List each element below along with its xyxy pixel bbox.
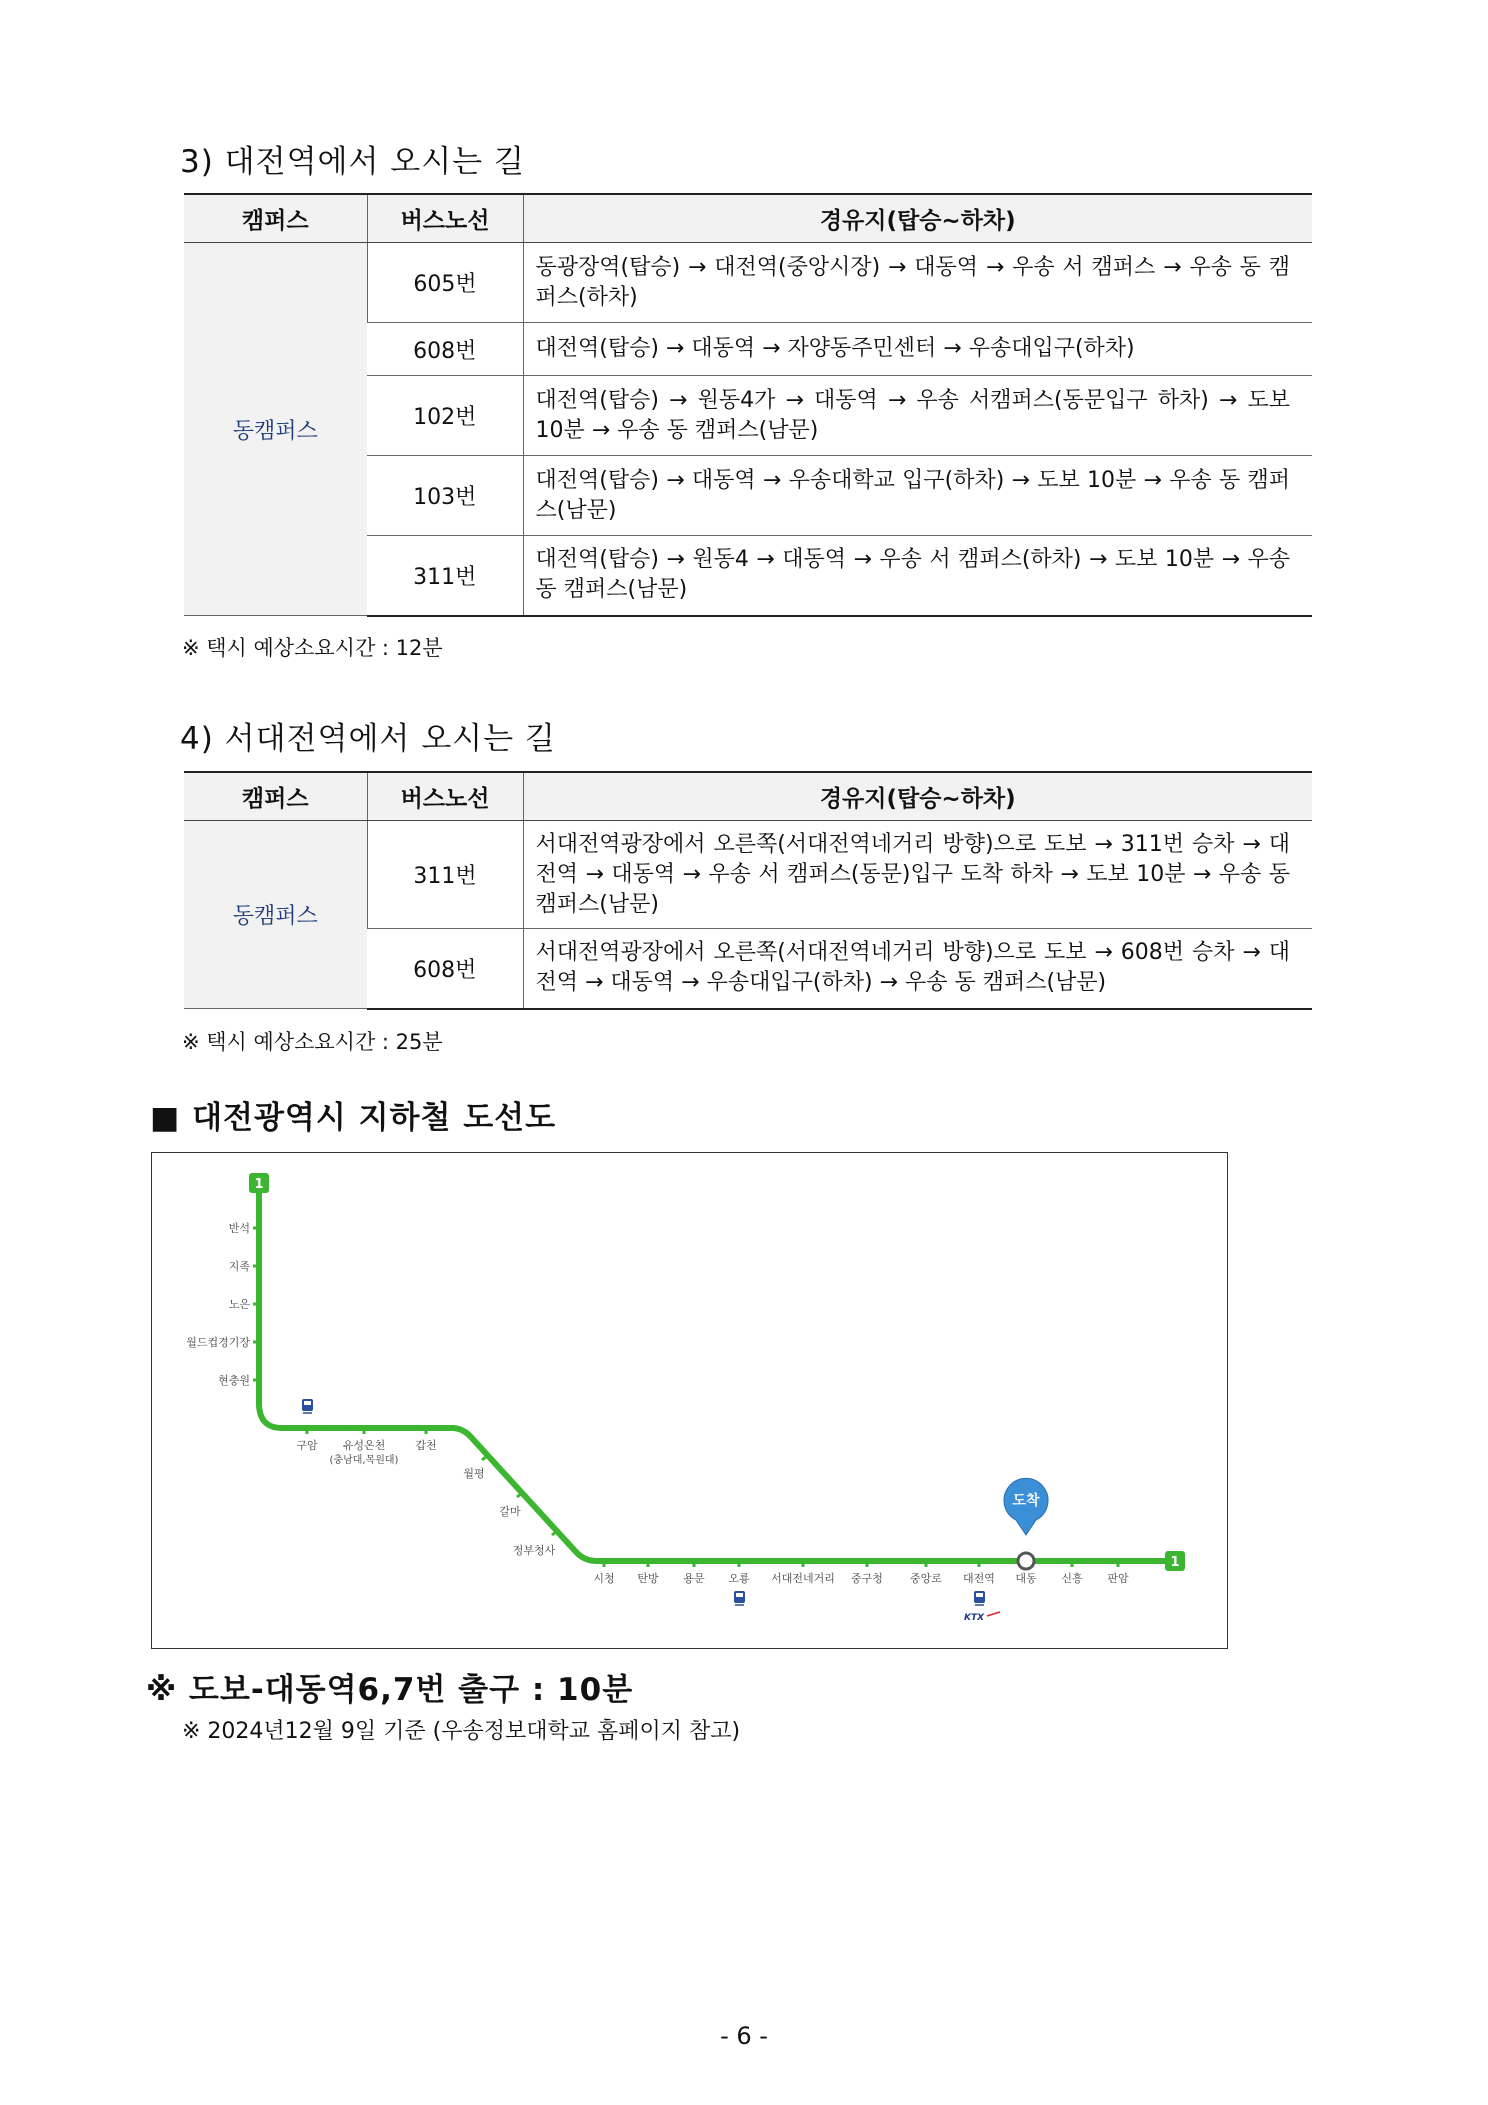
bus-number: 608번 [367,929,523,1009]
bus-number: 608번 [367,323,523,376]
section3-title: 3) 대전역에서 오시는 길 [180,144,525,180]
section3-taxi-note: ※ 택시 예상소요시간 : 12분 [182,636,443,660]
train-icon [302,1399,313,1413]
table-header-row [184,194,1312,243]
route-text: 동광장역(탑승) → 대전역(중앙시장) → 대동역 → 우송 서 캠퍼스 → 우송 동 캠퍼스(하차) [523,243,1312,323]
station-label: 오룡 [728,1572,750,1585]
arrival-station-marker [1018,1553,1034,1569]
route-text: 대전역(탑승) → 원동4 → 대동역 → 우송 서 캠퍼스(하차) → 도보 10분 → 우송 동 캠퍼스(남문) [523,536,1312,616]
station-label: 노은 [228,1298,250,1311]
header-route: 경유지(탑승~하차) [523,194,1312,243]
train-icon [734,1591,745,1605]
station-label: 중앙로 [910,1572,942,1585]
station-label: 현충원 [218,1374,250,1387]
station-label: 지족 [228,1260,250,1273]
header-bus: 버스노선 [367,772,523,821]
bus-number: 102번 [367,376,523,456]
station-label: 갑천 [415,1439,437,1452]
header-bus: 버스노선 [367,194,523,243]
campus-cell: 동캠퍼스 [184,821,367,1009]
station-label: 대동 [1015,1572,1037,1585]
station-label: 월드컵경기장 [186,1336,250,1349]
route-text: 대전역(탑승) → 대동역 → 자양동주민센터 → 우송대입구(하차) [523,323,1312,376]
page-number: - 6 - [720,2022,768,2050]
table-row [184,243,1312,323]
table-header-row [184,772,1312,821]
station-label: 용문 [683,1572,705,1585]
station-label: 서대전네거리 [771,1572,835,1585]
stations-diagonal [463,1456,557,1557]
station-label: 시청 [593,1572,615,1585]
station-label: 중구청 [851,1572,883,1585]
station-label: 유성온천 [342,1439,386,1452]
line-1-label-end: 1 [1170,1555,1180,1570]
reference-note: ※ 2024년12월 9일 기준 (우송정보대학교 홈페이지 참고) [182,1719,741,1744]
arrival-pin-icon [1004,1478,1048,1535]
subway-map-svg [152,1153,1227,1648]
header-campus: 캠퍼스 [184,194,367,243]
table-row [184,821,1312,929]
station-label: 월평 [463,1467,485,1480]
ktx-logo [964,1612,1000,1623]
header-route: 경유지(탑승~하차) [523,772,1312,821]
station-label: 대전역 [963,1572,995,1585]
line-1-label-start: 1 [254,1177,264,1192]
route-text: 대전역(탑승) → 원동4가 → 대동역 → 우송 서캠퍼스(동문입구 하차) → 도보 10분 → 우송 동 캠퍼스(남문) [523,376,1312,456]
ktx-label: KTX [963,1613,985,1623]
stations-top [296,1428,436,1466]
subway-map [151,1152,1228,1649]
header-campus: 캠퍼스 [184,772,367,821]
section4-taxi-note: ※ 택시 예상소요시간 : 25분 [182,1030,443,1054]
stations-vertical [186,1221,259,1387]
subway-title: ■ 대전광역시 지하철 도선도 [150,1100,557,1136]
bus-number: 103번 [367,456,523,536]
section4-title: 4) 서대전역에서 오시는 길 [180,721,556,757]
station-label: 갈마 [499,1505,521,1518]
station-sublabel: (충남대,목원대) [329,1455,399,1466]
station-label: 탄방 [637,1572,659,1585]
arrival-label: 도착 [1012,1493,1040,1509]
station-label: 반석 [228,1222,250,1235]
bus-number: 311번 [367,536,523,616]
stations-bottom [593,1561,1129,1585]
route-text: 서대전역광장에서 오른쪽(서대전역네거리 방향)으로 도보 → 311번 승차 → 대전역 → 대동역 → 우송 서 캠퍼스(동문)입구 도착 하차 → 도보 10분 → 우송 동 캠퍼스(남문) [523,821,1312,929]
train-icon [974,1591,985,1605]
section4-table [184,771,1312,1010]
campus-cell: 동캠퍼스 [184,243,367,616]
bus-number: 605번 [367,243,523,323]
station-label: 구암 [296,1439,318,1452]
station-label: 정부청사 [512,1544,556,1557]
station-label: 신흥 [1061,1572,1083,1585]
route-text: 서대전역광장에서 오른쪽(서대전역네거리 방향)으로 도보 → 608번 승차 → 대전역 → 대동역 → 우송대입구(하차) → 우송 동 캠퍼스(남문) [523,929,1312,1009]
bus-number: 311번 [367,821,523,929]
walk-note: ※ 도보-대동역6,7번 출구 : 10분 [146,1672,634,1708]
route-text: 대전역(탑승) → 대동역 → 우송대학교 입구(하차) → 도보 10분 → 우송 동 캠퍼스(남문) [523,456,1312,536]
section3-table [184,193,1312,617]
station-label: 판암 [1107,1572,1129,1585]
